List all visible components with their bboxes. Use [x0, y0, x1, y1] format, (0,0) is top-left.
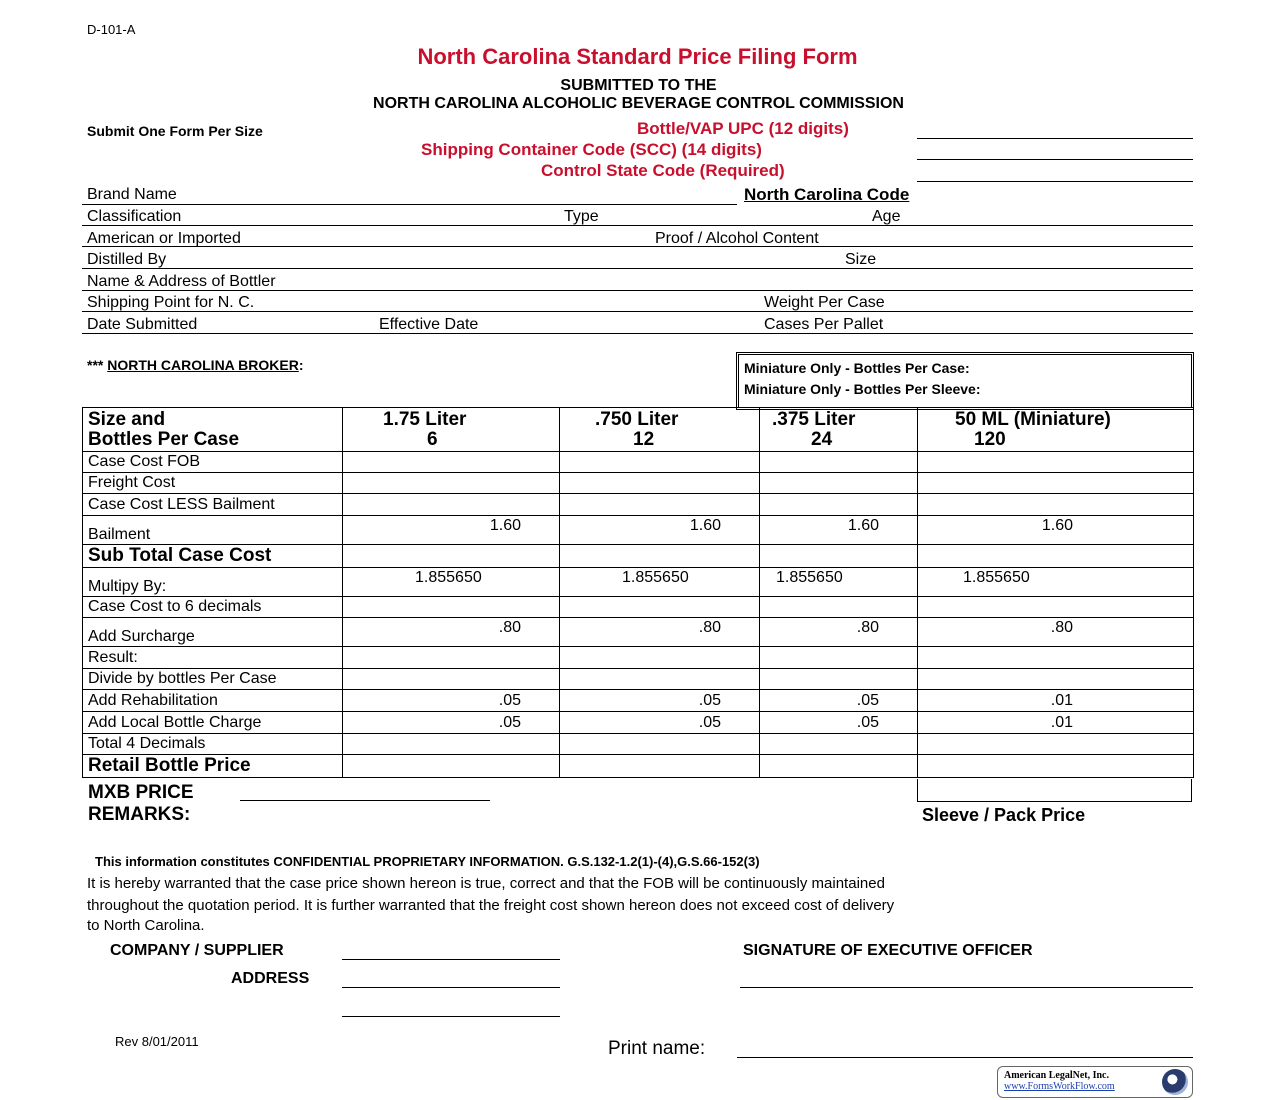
effective-date-label: Effective Date — [379, 316, 479, 333]
scc-input-line[interactable] — [917, 159, 1193, 160]
broker-label — [87, 357, 304, 373]
mxb-input-line[interactable] — [240, 800, 490, 801]
col1-size: 1.75 Liter — [383, 409, 467, 430]
brand-name-label: Brand Name — [87, 186, 177, 203]
table-row — [83, 669, 1194, 690]
globe-icon — [1162, 1069, 1188, 1095]
signature-input-line[interactable] — [740, 987, 1193, 988]
logo-company: American LegalNet, Inc. — [1004, 1070, 1109, 1081]
table-row — [83, 494, 1194, 516]
distilled-by-line[interactable] — [82, 268, 1193, 269]
row-label: Multipy By: — [83, 568, 343, 597]
row-label: Bailment — [83, 516, 343, 545]
american-imported-line[interactable] — [82, 246, 1193, 247]
table-row — [83, 516, 1194, 545]
cell-col-1[interactable] — [343, 647, 560, 669]
confidential-notice: This information constitutes CONFIDENTIAL PROPRIETARY INFORMATION. G.S.132-1.2(1)-(4),G.S.66-152(3) — [95, 854, 760, 869]
remarks-label: REMARKS: — [88, 804, 191, 825]
upc-label: Bottle/VAP UPC (12 digits) — [637, 119, 849, 138]
cell-col-2[interactable] — [560, 755, 760, 778]
miniature-per-sleeve: Miniature Only - Bottles Per Sleeve: — [744, 381, 981, 397]
cell-col-3[interactable]: .05 — [760, 690, 918, 712]
row-label: Result: — [83, 647, 343, 669]
size-label: Size — [845, 251, 877, 268]
cell-col-1[interactable] — [343, 669, 560, 690]
sleeve-price-box[interactable] — [917, 779, 1192, 802]
table-row — [83, 690, 1194, 712]
cell-col-2[interactable] — [560, 669, 760, 690]
broker-stars: *** — [87, 357, 104, 373]
header-label-line2: Bottles Per Case — [88, 429, 240, 450]
form-title: North Carolina Standard Price Filing Form — [417, 44, 858, 69]
table-row — [83, 755, 1194, 778]
table-row — [83, 568, 1194, 597]
submitted-line-2: NORTH CAROLINA ALCOHOLIC BEVERAGE CONTROL COMMISSION — [373, 95, 904, 112]
row-label: Freight Cost — [83, 473, 343, 494]
cell-col-4[interactable] — [918, 473, 1194, 494]
cell-col-3[interactable] — [760, 647, 918, 669]
revision-date: Rev 8/01/2011 — [115, 1034, 199, 1049]
row-label: Case Cost LESS Bailment — [83, 494, 343, 516]
shipping-point-label: Shipping Point for N. C. — [87, 294, 255, 311]
cell-col-3[interactable] — [760, 545, 918, 568]
submitted-line-1: SUBMITTED TO THE — [560, 77, 717, 94]
signature-label: SIGNATURE OF EXECUTIVE OFFICER — [743, 942, 1033, 959]
cell-col-2[interactable]: 1.855650 — [560, 568, 760, 597]
cell-col-4[interactable] — [918, 494, 1194, 516]
warranty-line-2: throughout the quotation period. It is further warranted that the freight cost shown hereon does not exceed cost of delivery — [87, 897, 895, 914]
cell-col-2[interactable] — [560, 597, 760, 618]
cell-col-1[interactable]: .80 — [343, 618, 560, 647]
cell-col-3[interactable] — [760, 755, 918, 778]
control-code-input-line[interactable] — [917, 181, 1193, 182]
table-header-row — [83, 408, 1194, 452]
cell-col-1[interactable] — [343, 494, 560, 516]
warranty-line-3: to North Carolina. — [87, 917, 205, 934]
column-4-header — [918, 408, 1194, 452]
miniature-per-case: Miniature Only - Bottles Per Case: — [744, 360, 970, 376]
price-table — [82, 407, 1194, 778]
col2-bottles: 12 — [633, 429, 655, 450]
american-legalnet-logo[interactable] — [997, 1066, 1193, 1098]
col4-bottles: 120 — [974, 429, 1006, 450]
cases-pallet-label: Cases Per Pallet — [764, 316, 884, 333]
row-label: Case Cost FOB — [83, 452, 343, 473]
table-row — [83, 597, 1194, 618]
sleeve-price-label: Sleeve / Pack Price — [922, 805, 1086, 825]
row-label: Add Local Bottle Charge — [83, 712, 343, 734]
cell-col-1[interactable] — [343, 734, 560, 755]
american-imported-label: American or Imported — [87, 230, 241, 247]
column-2-header — [560, 408, 760, 452]
cell-col-2[interactable]: 1.60 — [560, 516, 760, 545]
cell-col-3[interactable]: 1.60 — [760, 516, 918, 545]
column-3-header — [760, 408, 918, 452]
type-label: Type — [564, 208, 599, 225]
cell-col-2[interactable] — [560, 452, 760, 473]
date-submitted-line[interactable] — [82, 333, 1193, 334]
column-1-header — [343, 408, 560, 452]
weight-label: Weight Per Case — [764, 294, 885, 311]
logo-url[interactable]: www.FormsWorkFlow.com — [1004, 1081, 1115, 1092]
cell-col-4[interactable] — [918, 545, 1194, 568]
cell-col-2[interactable]: .05 — [560, 690, 760, 712]
table-row — [83, 473, 1194, 494]
broker-colon: : — [298, 357, 304, 373]
broker-text: NORTH CAROLINA BROKER — [107, 357, 299, 373]
cell-col-1[interactable] — [343, 755, 560, 778]
cell-col-1[interactable]: .05 — [343, 712, 560, 734]
row-label: Add Rehabilitation — [83, 690, 343, 712]
nc-code-label: North Carolina Code — [744, 185, 910, 204]
header-label-line1: Size and — [88, 409, 166, 430]
cell-col-1[interactable]: .05 — [343, 690, 560, 712]
address-input-line-2[interactable] — [342, 1016, 560, 1017]
cell-col-4[interactable]: .01 — [918, 690, 1194, 712]
bottler-label: Name & Address of Bottler — [87, 273, 276, 290]
address-input-line[interactable] — [342, 987, 560, 988]
cell-col-2[interactable]: .80 — [560, 618, 760, 647]
cell-col-4[interactable] — [918, 597, 1194, 618]
cell-col-2[interactable] — [560, 734, 760, 755]
row-label: Sub Total Case Cost — [83, 545, 343, 568]
col3-bottles: 24 — [811, 429, 833, 450]
cell-col-1[interactable]: 1.855650 — [343, 568, 560, 597]
classification-line[interactable] — [82, 225, 1193, 226]
table-row — [83, 618, 1194, 647]
warranty-line-1: It is hereby warranted that the case price shown hereon is true, correct and that the FOB will be continuously maintained — [87, 875, 885, 892]
col1-bottles: 6 — [427, 429, 438, 450]
cell-col-3[interactable] — [760, 597, 918, 618]
form-id: D-101-A — [87, 22, 136, 37]
col4-size: 50 ML (Miniature) — [955, 409, 1111, 430]
cell-col-4[interactable]: .01 — [918, 712, 1194, 734]
bottler-line[interactable] — [82, 290, 1193, 291]
submit-one-note: Submit One Form Per Size — [87, 123, 263, 139]
table-row — [83, 452, 1194, 473]
cell-col-3[interactable]: .80 — [760, 618, 918, 647]
cell-col-4[interactable] — [918, 734, 1194, 755]
cell-col-2[interactable] — [560, 473, 760, 494]
cell-col-1[interactable] — [343, 597, 560, 618]
cell-col-3[interactable] — [760, 473, 918, 494]
table-row — [83, 712, 1194, 734]
cell-col-4[interactable] — [918, 755, 1194, 778]
header-label-cell — [83, 408, 343, 452]
cell-col-3[interactable] — [760, 494, 918, 516]
row-label: Retail Bottle Price — [83, 755, 343, 778]
table-row — [83, 647, 1194, 669]
row-label: Case Cost to 6 decimals — [83, 597, 343, 618]
cell-col-1[interactable] — [343, 452, 560, 473]
print-name-label: Print name: — [608, 1038, 706, 1059]
scc-label: Shipping Container Code (SCC) (14 digits) — [421, 140, 762, 159]
cell-col-3[interactable] — [760, 734, 918, 755]
col3-size: .375 Liter — [772, 409, 856, 430]
date-submitted-label: Date Submitted — [87, 316, 198, 333]
cell-col-2[interactable]: .05 — [560, 712, 760, 734]
col2-size: .750 Liter — [595, 409, 679, 430]
cell-col-1[interactable] — [343, 473, 560, 494]
cell-col-2[interactable] — [560, 494, 760, 516]
print-name-input-line[interactable] — [737, 1057, 1193, 1058]
cell-col-1[interactable]: 1.60 — [343, 516, 560, 545]
table-row — [83, 734, 1194, 755]
cell-col-4[interactable] — [918, 452, 1194, 473]
row-label: Add Surcharge — [83, 618, 343, 647]
company-label: COMPANY / SUPPLIER — [110, 942, 284, 959]
company-input-line[interactable] — [342, 959, 560, 960]
shipping-point-line[interactable] — [82, 311, 1193, 312]
table-row — [83, 545, 1194, 568]
mxb-label: MXB PRICE — [88, 782, 194, 803]
cell-col-4[interactable] — [918, 647, 1194, 669]
upc-input-line[interactable] — [917, 138, 1193, 139]
cell-col-1[interactable] — [343, 545, 560, 568]
cell-col-4[interactable]: 1.60 — [918, 516, 1194, 545]
classification-label: Classification — [87, 208, 182, 225]
distilled-by-label: Distilled By — [87, 251, 167, 268]
cell-col-3[interactable] — [760, 452, 918, 473]
proof-label: Proof / Alcohol Content — [655, 230, 819, 247]
row-label: Total 4 Decimals — [83, 734, 343, 755]
row-label: Divide by bottles Per Case — [83, 669, 343, 690]
cell-col-4[interactable]: .80 — [918, 618, 1194, 647]
cell-col-3[interactable] — [760, 669, 918, 690]
address-label: ADDRESS — [231, 970, 310, 987]
control-code-label: Control State Code (Required) — [541, 161, 785, 180]
cell-col-3[interactable]: .05 — [760, 712, 918, 734]
cell-col-2[interactable] — [560, 545, 760, 568]
cell-col-4[interactable] — [918, 669, 1194, 690]
miniature-box — [736, 352, 1194, 410]
brand-name-line[interactable] — [82, 204, 737, 205]
cell-col-2[interactable] — [560, 647, 760, 669]
age-label: Age — [872, 208, 901, 225]
cell-col-4[interactable]: 1.855650 — [918, 568, 1194, 597]
cell-col-3[interactable]: 1.855650 — [760, 568, 918, 597]
